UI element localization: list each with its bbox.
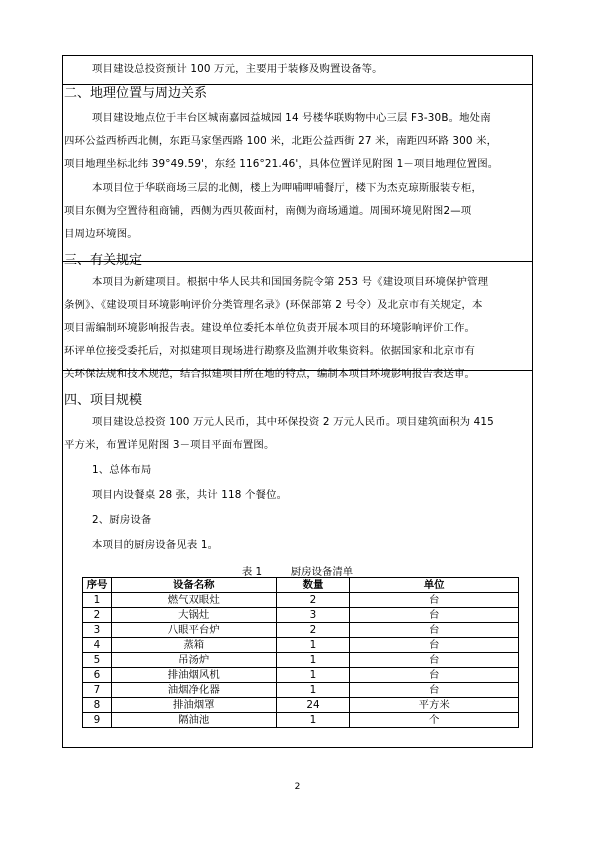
cell-quantity: 3	[276, 608, 350, 623]
cell-quantity: 2	[276, 623, 350, 638]
section2-para2-line1: 本项目位于华联商场三层的北侧，楼上为呷哺呷哺餐厅，楼下为杰克琼斯服装专柜，	[92, 182, 482, 194]
cell-quantity: 1	[276, 638, 350, 653]
section2-para1-line3: 项目地理坐标北纬 39°49.59'，东经 116°21.46'，具体位置详见附图 1－项目地理位置图。	[64, 158, 499, 170]
section2-para1-line2: 四环公益西桥西北侧，东距马家堡西路 100 米，北距公益西街 27 米，南距四环路 300 米，	[64, 135, 498, 147]
section3-line4: 环评单位接受委托后，对拟建项目现场进行勘察及监测并收集资料。依据国家和北京市有	[64, 345, 476, 357]
cell-quantity: 1	[276, 653, 350, 668]
cell-unit: 个	[350, 713, 519, 728]
cell-quantity: 1	[276, 713, 350, 728]
section3-line2: 条例》、《建设项目环境影响评价分类管理名录》(环保部第 2 号令）及北京市有关规定，本	[64, 299, 483, 311]
section3-line1: 本项目为新建项目。根据中华人民共和国国务院令第 253 号《建设项目环境保护管理	[92, 276, 489, 288]
table-row	[83, 698, 519, 713]
cell-quantity: 1	[276, 668, 350, 683]
cell-equipment-name: 燃气双眼灶	[111, 593, 276, 608]
section2-para1-line1: 项目建设地点位于丰台区城南嘉园益城园 14 号楼华联购物中心三层 F3-30B。地处南	[92, 112, 491, 124]
section2-para2-line2: 项目东侧为空置待租商铺，西侧为西贝莜面村，南侧为商场通道。周围环境见附图2—项	[64, 205, 472, 217]
section4-heading: 四、项目规模	[64, 393, 143, 408]
cell-unit: 台	[350, 608, 519, 623]
table-caption	[0, 563, 595, 578]
subsection2-title: 2、厨房设备	[92, 514, 152, 526]
section4-line1: 项目建设总投资 100 万元人民币，其中环保投资 2 万元人民币。项目建筑面积为 415	[92, 416, 494, 428]
table-row	[83, 593, 519, 608]
cell-serial: 1	[83, 593, 112, 608]
cell-unit: 台	[350, 683, 519, 698]
cell-equipment-name: 大锅灶	[111, 608, 276, 623]
cell-equipment-name: 排油烟风机	[111, 668, 276, 683]
cell-serial: 8	[83, 698, 112, 713]
table-caption-number: 表 1	[241, 566, 263, 578]
subsection1-title: 1、总体布局	[92, 464, 152, 476]
section2-para2-line3: 目周边环境图。	[64, 228, 138, 240]
cell-serial: 5	[83, 653, 112, 668]
section4-line2: 平方米，布置详见附图 3－项目平面布置图。	[64, 439, 275, 451]
cell-unit: 台	[350, 668, 519, 683]
cell-serial: 2	[83, 608, 112, 623]
cell-quantity: 24	[276, 698, 350, 713]
table-row	[83, 683, 519, 698]
section3-line5: 关环保法规和技术规范，结合拟建项目所在地的特点，编制本项目环境影响报告表送审。	[64, 368, 476, 380]
cell-equipment-name: 蒸箱	[111, 638, 276, 653]
section3-heading: 三、有关规定	[64, 253, 143, 268]
cell-equipment-name: 隔油池	[111, 713, 276, 728]
table-row	[83, 653, 519, 668]
cell-serial: 6	[83, 668, 112, 683]
header-serial: 序号	[83, 578, 112, 593]
subsection2-text: 本项目的厨房设备见表 1。	[92, 539, 219, 551]
cell-serial: 3	[83, 623, 112, 638]
cell-unit: 台	[350, 593, 519, 608]
page-number: 2	[294, 782, 301, 792]
cell-unit: 平方米	[350, 698, 519, 713]
cell-equipment-name: 吊汤炉	[111, 653, 276, 668]
cell-serial: 4	[83, 638, 112, 653]
header-unit: 单位	[350, 578, 519, 593]
table-row	[83, 668, 519, 683]
table-row	[83, 608, 519, 623]
table-caption-title: 厨房设备清单	[290, 566, 354, 578]
intro-line: 项目建设总投资预计 100 万元，主要用于装修及购置设备等。	[92, 63, 383, 75]
table-row	[83, 638, 519, 653]
cell-serial: 9	[83, 713, 112, 728]
cell-serial: 7	[83, 683, 112, 698]
section-divider	[63, 84, 532, 85]
table-row	[83, 623, 519, 638]
equipment-table	[82, 577, 519, 728]
header-equipment-name: 设备名称	[111, 578, 276, 593]
section2-heading: 二、地理位置与周边关系	[64, 86, 208, 101]
header-quantity: 数量	[276, 578, 350, 593]
cell-equipment-name: 八眼平台炉	[111, 623, 276, 638]
cell-unit: 台	[350, 638, 519, 653]
cell-quantity: 2	[276, 593, 350, 608]
table-row	[83, 713, 519, 728]
cell-unit: 台	[350, 653, 519, 668]
subsection1-text: 项目内设餐桌 28 张，共计 118 个餐位。	[92, 489, 288, 501]
table-header-row	[83, 578, 519, 593]
cell-equipment-name: 油烟净化器	[111, 683, 276, 698]
section3-line3: 项目需编制环境影响报告表。建设单位委托本单位负责开展本项目的环境影响评价工作。	[64, 322, 476, 334]
cell-unit: 台	[350, 623, 519, 638]
cell-quantity: 1	[276, 683, 350, 698]
cell-equipment-name: 排油烟罩	[111, 698, 276, 713]
